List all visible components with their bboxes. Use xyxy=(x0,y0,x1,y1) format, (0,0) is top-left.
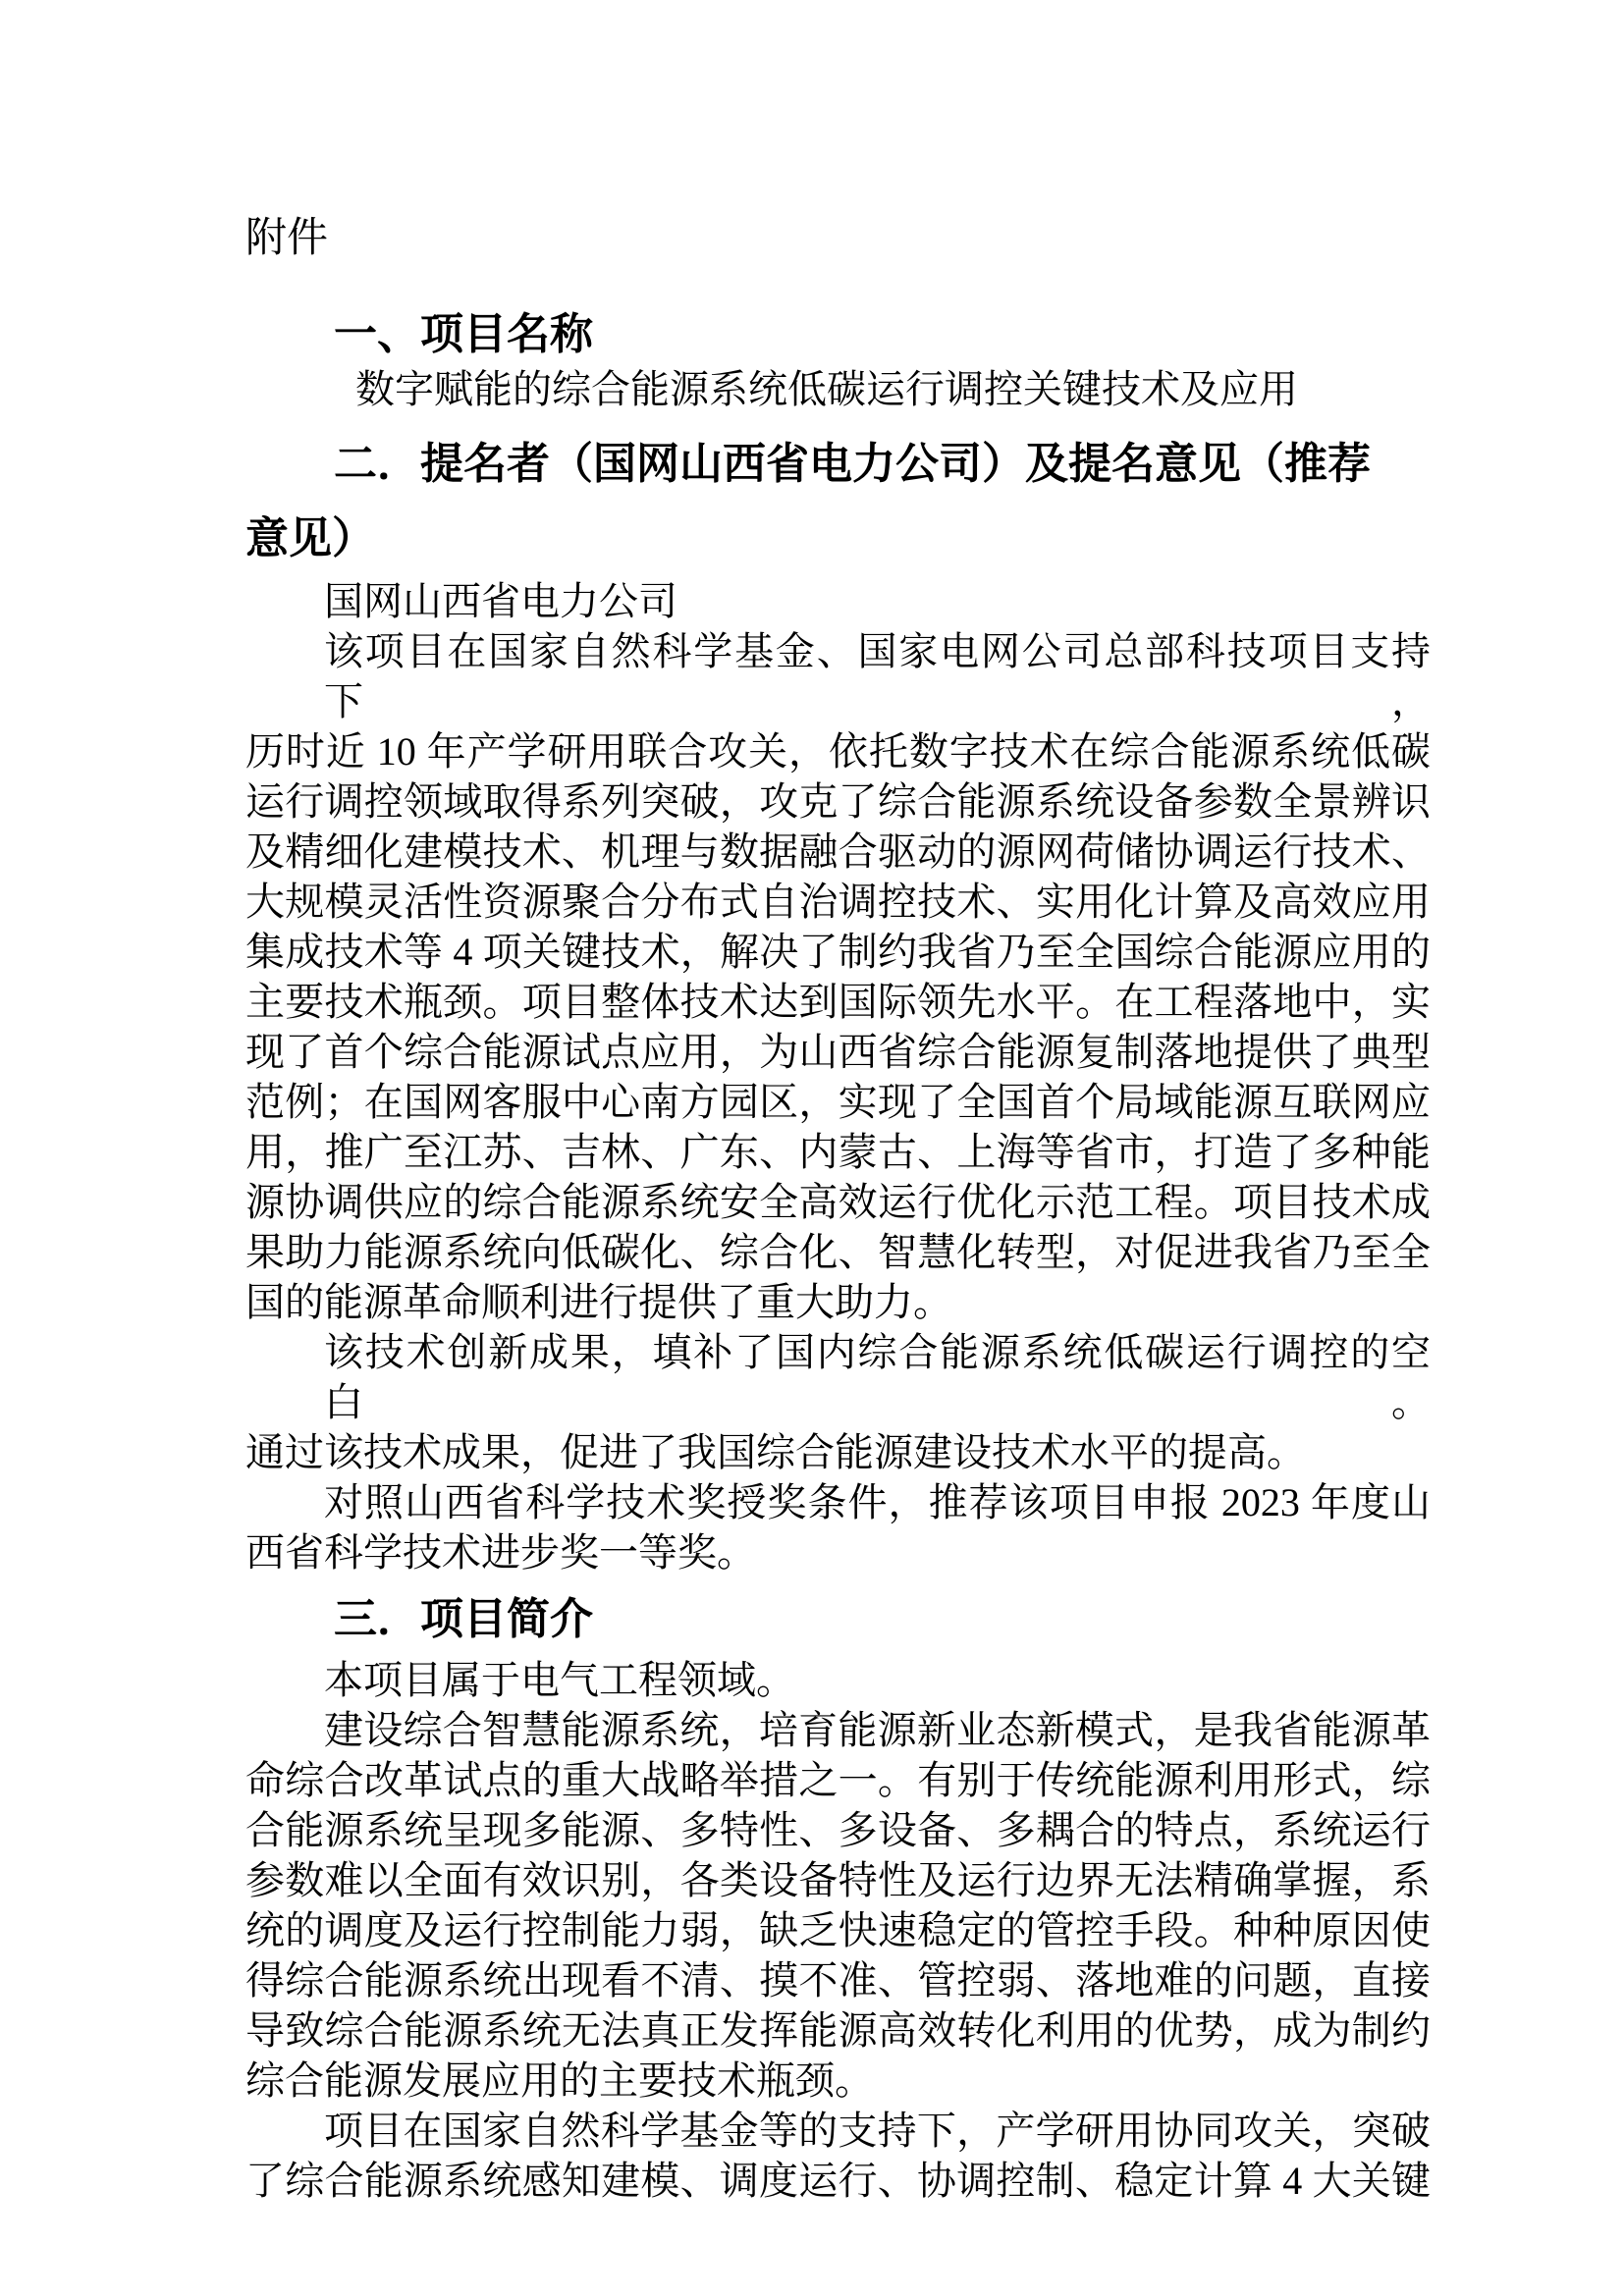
text-line: 数字赋能的综合能源系统低碳运行调控关键技术及应用 xyxy=(355,367,1298,411)
text-line: 建设综合智慧能源系统，培育能源新业态新模式，是我省能源革 xyxy=(324,1708,1431,1752)
text-line: 通过该技术成果，促进了我国综合能源建设技术水平的提高。 xyxy=(245,1430,1306,1474)
text-line: 国的能源革命顺利进行提供了重大助力。 xyxy=(245,1280,952,1324)
attachment-label: 附件 xyxy=(245,214,329,260)
text-line: 参数难以全面有效识别，各类设备特性及运行边界无法精确掌握，系 xyxy=(245,1858,1431,1902)
text-line: 命综合改革试点的重大战略举措之一。有别于传统能源利用形式，综 xyxy=(245,1758,1431,1802)
text-line: 集成技术等 4 项关键技术，解决了制约我省乃至全国综合能源应用的 xyxy=(245,930,1431,974)
text-line: 得综合能源系统出现看不清、摸不准、管控弱、落地难的问题，直接 xyxy=(245,1958,1431,2002)
section3-heading: 三．项目简介 xyxy=(334,1595,593,1643)
text-line: 西省科学技术进步奖一等奖。 xyxy=(245,1530,756,1575)
text-line: 该技术创新成果，填补了国内综合能源系统低碳运行调控的空白。 xyxy=(324,1330,1431,1424)
text-line: 导致综合能源系统无法真正发挥能源高效转化利用的优势，成为制约 xyxy=(245,2008,1431,2053)
recommendation-paragraph xyxy=(245,1477,1431,1577)
text-line: 国网山西省电力公司 xyxy=(324,579,677,623)
section1-heading: 一、项目名称 xyxy=(334,310,593,358)
text-line: 果助力能源系统向低碳化、综合化、智慧化转型，对促进我省乃至全 xyxy=(245,1230,1431,1274)
section2-heading xyxy=(245,427,1431,576)
text-line: 了综合能源系统感知建模、调度运行、协调控制、稳定计算 4 大关键 xyxy=(245,2159,1431,2203)
text-line: 源协调供应的综合能源系统安全高效运行优化示范工程。项目技术成 xyxy=(245,1180,1431,1224)
text-line: 历时近 10 年产学研用联合攻关，依托数字技术在综合能源系统低碳 xyxy=(245,729,1431,774)
text-line: 本项目属于电气工程领域。 xyxy=(324,1658,795,1702)
text-line: 运行调控领域取得系列突破，攻克了综合能源系统设备参数全景辨识 xyxy=(245,779,1431,824)
text-line: 用，推广至江苏、吉林、广东、内蒙古、上海等省市，打造了多种能 xyxy=(245,1130,1431,1174)
text-line: 对照山西省科学技术奖授奖条件，推荐该项目申报 2023 年度山 xyxy=(324,1480,1431,1524)
text-line: 意见） xyxy=(245,514,375,562)
text-line: 大规模灵活性资源聚合分布式自治调控技术、实用化计算及高效应用 xyxy=(245,880,1431,924)
text-line: 主要技术瓶颈。项目整体技术达到国际领先水平。在工程落地中，实 xyxy=(245,980,1431,1024)
nominator-name-paragraph xyxy=(245,576,1431,626)
achievement-intro-paragraph xyxy=(245,2106,1431,2206)
background-paragraph xyxy=(245,1705,1431,2106)
nomination-opinion-paragraph xyxy=(245,626,1431,1327)
text-line: 该项目在国家自然科学基金、国家电网公司总部科技项目支持下， xyxy=(324,629,1431,723)
project-name xyxy=(245,364,1431,414)
section3-body xyxy=(245,1655,1431,2206)
text-line: 及精细化建模技术、机理与数据融合驱动的源网荷储协调运行技术、 xyxy=(245,829,1431,874)
innovation-summary-paragraph xyxy=(245,1327,1431,1477)
text-line: 范例；在国网客服中心南方园区，实现了全国首个局域能源互联网应 xyxy=(245,1080,1431,1124)
text-line: 项目在国家自然科学基金等的支持下，产学研用协同攻关，突破 xyxy=(324,2109,1431,2153)
text-line: 综合能源发展应用的主要技术瓶颈。 xyxy=(245,2058,874,2103)
text-line: 现了首个综合能源试点应用，为山西省综合能源复制落地提供了典型 xyxy=(245,1030,1431,1074)
text-line: 二．提名者（国网山西省电力公司）及提名意见（推荐 xyxy=(334,440,1371,488)
project-field-paragraph xyxy=(245,1655,1431,1705)
text-line: 统的调度及运行控制能力弱，缺乏快速稳定的管控手段。种种原因使 xyxy=(245,1908,1431,1952)
text-line: 合能源系统呈现多能源、多特性、多设备、多耦合的特点，系统运行 xyxy=(245,1808,1431,1852)
section2-body xyxy=(245,576,1431,1577)
